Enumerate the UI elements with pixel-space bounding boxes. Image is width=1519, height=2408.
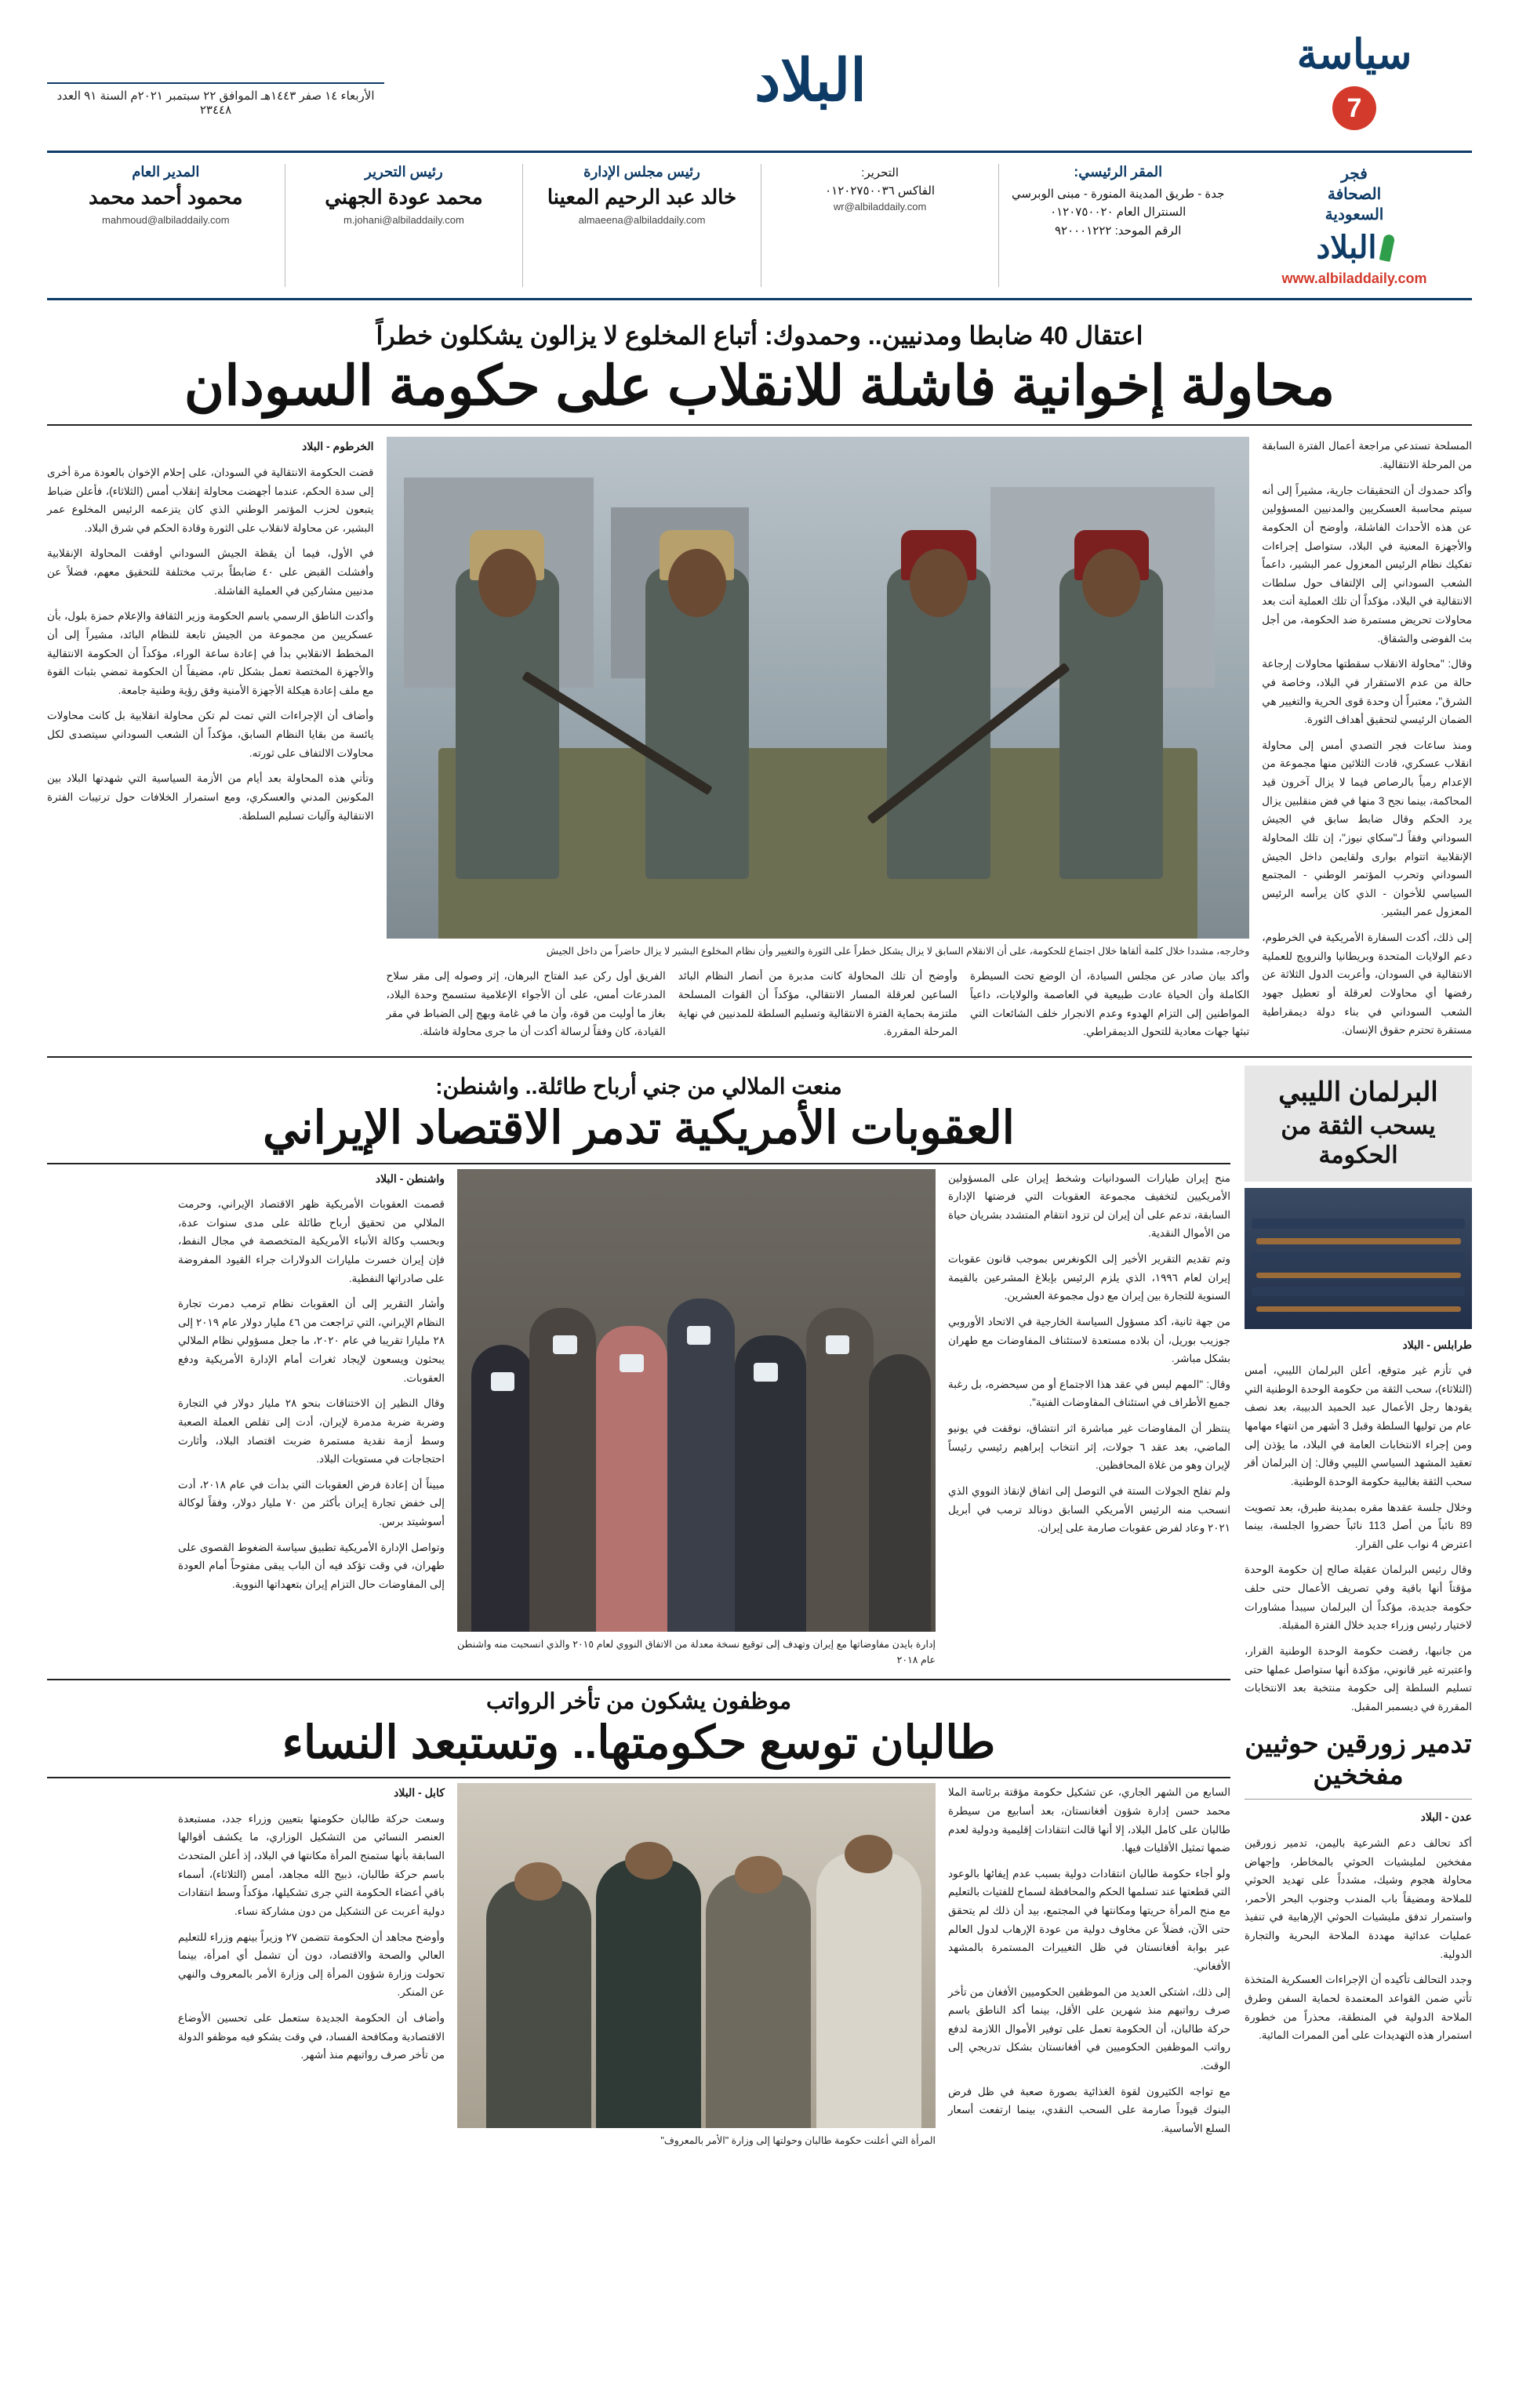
brand-logo-text: البلاد (1316, 231, 1377, 265)
iran-kicker: منعت الملالي من جني أرباح طائلة.. واشنطن: (435, 1073, 842, 1099)
paragraph: وتواصل الإدارة الأمريكية تطبيق سياسة الضغوط القصوى على طهران، في وقت تؤكد فيه أن الباب يبقى مفتوحاً أمام العودة إلى المفاوضات حال التزام إيران بتعهداتها النووية. (178, 1541, 445, 1590)
iran-col-mid (948, 1169, 1230, 1668)
houthi-title: تدمير زورقين حوثيين مفخخين (1245, 1729, 1472, 1791)
paragraph: وأضاف أن الإجراءات التي تمت لم تكن محاولة انقلابية بل كانت محاولات يائسة من بقايا النظام السابق، مؤكداً أن الشعب السوداني سيتصدى لكل محاولات الالتفاف على ثورته. (47, 710, 374, 759)
paragraph: قضت الحكومة الانتقالية في السودان، على إحلام الإخوان بالعودة مرة أخرى إلى سدة الحكم، عندما أجهضت محاولة إنقلاب أمس (الثلاثاء)، فأعلن ضباط يتبعون لحزب المؤتمر الوطني الذي كان يتزعمه الرئيس المخلوع عمر البشير، عن محاولة لانقلاب على الثورة وقادة الحكم في شرق البلاد. (47, 466, 374, 534)
iran-headline: العقوبات الأمريكية تدمر الاقتصاد الإيراني (263, 1102, 1015, 1153)
brand-sub-1: فجر (1341, 165, 1368, 183)
paragraph: وأكد بيان صادر عن مجلس السيادة، أن الوضع تحت السيطرة الكاملة وأن الحياة عادت طبيعية في العاصمة والولايات، داعياً المواطنين إلى التزام الهدوء وعدم الانجرار خلف الشائعات التي تبثها جهات معادية للتحول الديمقراطي. (970, 970, 1250, 1038)
paragraph: وسعت حركة طالبان حكومتها بتعيين وزراء جدد، مستبعدة العنصر النسائي من التشكيل الوزاري، ما يكشف أقوالها السابقة بأنها ستمنح المرأة مكانتها في البلاد، إذ أعلن المتحدث باسم حركة طالبان، ذبيح الله مجاهد، أمس (الثلاثاء)، أسماء باقي أعضاء الحكومة التي جرى تشكيلها، مؤكداً وسط انتقادات دولية أعربت عن التشكيل من دون مشاركة نساء. (178, 1812, 445, 1917)
brand-sub-3: السعودية (1325, 206, 1384, 223)
newspaper-logo (384, 48, 1237, 113)
lead-photo (387, 437, 1250, 939)
leaf-icon (1379, 234, 1395, 262)
paragraph: وأكد حمدوك أن التحقيقات جارية، مشيراً إلى أنه سيتم محاسبة العسكريين والمدنيين المسؤولين عن هذه الأحداث الفاشلة، وأوضح أن الحكومة والأجهزة المعنية في البلاد، ستواصل إجراءات تفكيك نظام الرئيس المعزول عمر البشير، داعماً الشعب السوداني إلى الإلتفاف حول سلطات الانتقالية في البلاد، مؤكداً أن تلك العملية أتت بعد محاولات تحريض مستمرة ضد الحكومة، من أجل بث الفوضى والشقاق. (1262, 484, 1472, 645)
paragraph: من جهة ثانية، أكد مسؤول السياسة الخارجية في الاتحاد الأوروبي جوزيب بوريل، أن بلاده مستعدة لاستئناف المفاوضات مع طهران بشكل مباشر. (948, 1315, 1230, 1365)
page-number-badge: 7 (1332, 86, 1376, 130)
taliban-dateline: كابل - البلاد (394, 1786, 445, 1800)
taliban-kicker: موظفون يشكون من تأخر الرواتب (485, 1688, 792, 1713)
taliban-headline: طالبان توسع حكومتها.. وتستبعد النساء (282, 1716, 996, 1768)
staff-cell-chairman (522, 164, 761, 287)
lead-col-right (47, 437, 374, 1048)
paragraph: المسلحة تستدعي مراجعة أعمال الفترة السابقة من المرحلة الانتقالية. (1262, 440, 1472, 471)
iran-photo (457, 1169, 936, 1632)
photo-figure (887, 568, 990, 879)
houthi-dateline: عدن - البلاد (1420, 1811, 1472, 1824)
paragraph: إلى ذلك، أكدت السفارة الأمريكية في الخرطوم، دعم الولايات المتحدة وبريطانيا والنرويج للعملية الانتقالية في السودان، وأعربت الدول الثلاثة عن رفضها أي محاولات لعرقلة أو تعطيل جهود الشعب السوداني في بناء دولة ديمقراطية مستقرة تحترم حقوق الإنسان. (1262, 932, 1472, 1037)
iran-photo-caption: إدارة بايدن مفاوضاتها مع إيران وتهدف إلى توقيع نسخة معدلة من الاتفاق النووي لعام ٢٠١٥ والذي انسحبت منه واشنطن عام ٢٠١٨ (457, 1638, 936, 1665)
iran-photo-block (457, 1169, 936, 1668)
website-url[interactable]: www.albiladdaily.com (1281, 271, 1427, 286)
director-name: محمود أحمد محمد (89, 185, 243, 209)
divider (47, 1679, 1230, 1680)
paragraph: مع تواجه الكثيرون لقوة الغذائية بصورة صعبة في ظل فرض البنوك قيوداً صارمة على السحب النقدي، بينما ارتفعت أسعار السلع الأساسية. (948, 2085, 1230, 2134)
divider (47, 424, 1472, 426)
right-stories (47, 1066, 1230, 2148)
taliban-body (47, 1783, 1230, 2148)
date-line-text: الأربعاء ١٤ صفر ١٤٤٣هـ الموافق ٢٢ سبتمبر ٢٠٢١م السنة ٩١ العدد ٢٣٤٤٨ (47, 82, 384, 117)
paragraph: مبيناً أن إعادة فرض العقوبات التي بدأت في عام ٢٠١٨، أدت إلى خفض تجارة إيران بأكثر من ٧٠ مليار دولار، وفقاً لوكالة أسوشيتد برس. (178, 1478, 445, 1528)
lead-story-body (47, 437, 1472, 1048)
libya-title-2: يسحب الثقة من الحكومة (1281, 1113, 1436, 1169)
taliban-col-mid (948, 1783, 1230, 2148)
paragraph: وقال: "محاولة الانقلاب سقطتها محاولات إرجاعة حالة من عدم الاستقرار في البلاد، وخاصة في الشرق"، معتبراً أن وحدة قوى الحرية والتغيير هي الضمان الرئيسي لتحقيق أهداف الثورة. (1262, 658, 1472, 726)
taliban-photo-block (457, 1783, 936, 2148)
paragraph: في الأول، فيما أن يقظة الجيش السوداني أوقفت المحاولة الإنقلابية وأفشلت القبض على ٤٠ ضابطاً برتب مختلفة للتحقيق معهم، فضلاً عن مدنيين مشاركين في العملية الفاشلة. (47, 547, 374, 597)
staff-info-bar (47, 151, 1472, 300)
iran-body (47, 1169, 1230, 1668)
paragraph: إلى ذلك، اشتكى العديد من الموظفين الحكوميين الأفغان من تأخر صرف رواتبهم منذ شهرين على الأقل، بينما أكد الناطق باسم حركة طالبان، أن الحكومة تعمل على توفير الأموال اللازمة لدفع رواتب الموظفين الحكوميين في أفغانستان بشكل تدريجي إلى الوقت. (948, 1985, 1230, 2072)
brand-sub-2: الصحافة (1327, 186, 1382, 203)
taliban-photo (457, 1783, 936, 2128)
hq-unified: الرقم الموحد: ٩٢٠٠٠١٢٢٢ (1054, 223, 1182, 238)
paragraph: وتأتي هذه المحاولة بعد أيام من الأزمة السياسية التي شهدتها البلاد بين المكونين المدني والعسكري، ومع استمرار الخلافات حول ترتيبات الفترة الانتقالية وآليات تسليم السلطة. (47, 772, 374, 822)
section-indicator (1237, 31, 1472, 130)
chairman-role: رئيس مجلس الإدارة (583, 164, 700, 180)
editorial-fax: الفاكس ٠١٢٠٢٧٥٠٠٣٦ (825, 184, 936, 198)
paragraph: وقال النظير إن الاختناقات بنحو ٢٨ مليار دولار في التجارة وضربة ضربة مدمرة لإيران، أدت إلى تقلص العملة الصعبة وسط أزمة نقدية مستمرة ضربت اقتصاد البلاد، وأثارت احتجاجات في مستويات البلاد. (178, 1397, 445, 1466)
paragraph: ولم تفلح الجولات الستة في التوصل إلى اتفاق لإنقاذ النووي الذي انسحب منه الرئيس الأمريكي السابق دونالد ترمب في أبريل ٢٠٢١ وعاد لفرض عقوبات صارمة على إيران. (948, 1484, 1230, 1535)
paragraph: وأشار التقرير إلى أن العقوبات نظام ترمب دمرت تجارة النظام الإيراني، التي تراجعت من ٤٦ مليار دولار عام ٢٠١٩ إلى ٢٨ مليارا تقريبا في عام ٢٠٢٠، ما جعل مسؤولي نظام الملالي يبحثون ويسعون لإيجاد ثغرات أمام الإدارة الأمريكية ودفع العقوبات. (178, 1298, 445, 1384)
libya-dateline: طرابلس - البلاد (1402, 1338, 1472, 1351)
paragraph: منح إيران طيارات السودانيات وشخط إيران على المسؤولين الأمريكيين لتخفيف مجموعة العقوبات التي فرضتها الإدارة السابقة، تدعم على أن إيران لن تزود انتقام المتشدد بشريان حياة من الأموال النقدية. (948, 1171, 1230, 1240)
iran-col-right (178, 1169, 445, 1668)
libya-title-1: البرلمان الليبي (1278, 1077, 1438, 1107)
paragraph: وأضاف أن الحكومة الجديدة ستعمل على تحسين الأوضاع الاقتصادية ومكافحة الفساد، في وقت يشكو فيه موظفو الدولة من تأخر صرف رواتبهم منذ أشهر. (178, 2012, 445, 2061)
chairman-name: خالد عبد الرحيم المعينا (547, 185, 737, 209)
lead-col-under-1 (970, 967, 1249, 1048)
libya-photo (1245, 1188, 1472, 1329)
paragraph: السابع من الشهر الجاري، عن تشكيل حكومة مؤقتة برئاسة الملا محمد حسن إدارة شؤون أفغانستان، بعد أسابيع من سيطرة طالبان على كامل البلاد، إلا أنها قالت انتقادات إقليمية ودولية لعدم ضمها تمثيل الأقليات فيها. (948, 1786, 1230, 1854)
sidebar-boxes (1245, 1066, 1472, 2148)
photo-figure (456, 568, 559, 879)
taliban-col-right (178, 1783, 445, 2148)
lead-col-left (1262, 437, 1472, 1048)
hq-central: السنترال العام ٠١٢٠٧٥٠٠٢٠ (1050, 205, 1186, 220)
lead-photo-caption: وخارجه، مشددا خلال كلمة ألقاها خلال اجتماع للحكومة، على أن الانقلام السابق لا يزال يشكل خطراً على الثورة والتغيير وأن نظام المخلوع البشير لا يزال حاضراً من داخل الجيش (546, 946, 1250, 957)
hq-title: المقر الرئيسي: (1074, 164, 1163, 180)
paragraph: وأكدت الناطق الرسمي باسم الحكومة وزير الثقافة والإعلام حمزة بلول، بأن عسكريين من مجموعة من الجيش تابعة للنظام البائد، مشيراً إلى أن المخطط الانقلابي بدأ في إعادة ساعة الوراء، مؤكداً أن الحكومة الانتقالية والأجهزة المختصة تعمل بشكل تام، مضيفاً أن الحكومة تمضي بثبات القوة مع ملف إعادة هيكلة الأجهزة الأمنية وفق رؤية وطنية جامعة. (47, 610, 374, 696)
lead-kicker: اعتقال 40 ضابطا ومدنيين.. وحمدوك: أتباع المخلوع لا يزالون يشكلون خطراً (376, 321, 1143, 350)
paragraph: أكد تحالف دعم الشرعية باليمن، تدمير زورقين مفخخين لمليشيات الحوثي بالمخاطر، وإجهاض محاولة هجوم وشيك، مشدداً على تهديد الحوثي للملاحة ومضيقاً باب المندب وجنوب البحر الأحمر، واستمرار تدفق مليشيات الحوثي الإرهابية في تنفيذ عمليات عدائية مهددة الملاحة البحرية والتجارة الدولية. (1245, 1836, 1472, 1960)
lead-col-under-3 (387, 967, 666, 1048)
taliban-photo-caption: المرأة التي أعلنت حكومة طالبان وحولتها إلى وزارة "الأمر بالمعروف" (660, 2135, 936, 2147)
iran-dateline: واشنطن - البلاد (375, 1171, 445, 1185)
paragraph: قصمت العقوبات الأمريكية ظهر الاقتصاد الإيراني، وحرمت الملالي من تحقيق أرباح طائلة على مدى سنوات عدة، وبحسب وكالة الأنباء الأمريكية المتخصصة في مجال النفط، فإن إيران خسرت مليارات الدولارات جراء القيود المفروضة على صادراتها النفطية. (178, 1198, 445, 1284)
libya-body (1245, 1335, 1472, 1716)
divider (47, 1056, 1472, 1058)
second-band (47, 1066, 1472, 2148)
section-label: سياسة (1296, 32, 1412, 78)
lead-photo-block (387, 437, 1250, 1048)
paragraph: ينتظر أن المفاوضات غير مباشرة اثر انتشاق، نوقفت في يونيو الماضي، بعد عقد ٦ جولات، إثر انتخاب إبراهيم رئيسي رئيساً لإيران وهو من غلاة المحافظين. (948, 1422, 1231, 1472)
paragraph: وتم تقديم التقرير الأخير إلى الكونغرس بموجب قانون عقوبات إيران لعام ١٩٩٦، الذي يلزم الرئيس بإبلاغ المشرعين بالقيمة السنوية للتجارة بين إيران مع دول مجموعة العشرين. (948, 1253, 1230, 1302)
paragraph: وأوضح مجاهد أن الحكومة تتضمن ٢٧ وزيراً بينهم وزراء للتعليم العالي والصحة والاقتصاد، دون أن تشمل أي امرأة، بينما تحولت وزارة شؤون المرأة إلى وزارة الأمر بالمعروف والنهي عن المنكر. (178, 1930, 445, 1999)
photo-figure (1059, 568, 1163, 879)
lead-dateline: الخرطوم - البلاد (302, 440, 374, 453)
masthead (0, 0, 1519, 138)
director-email[interactable]: mahmoud@albiladdaily.com (102, 214, 230, 226)
paragraph: من جانبها، رفضت حكومة الوحدة الوطنية القرار، واعتبرته غير قانوني، مؤكدة أنها ستواصل عملها حتى تسليم السلطة إلى حكومة منتخبة بعد الانتخابات المقررة في ديسمبر المقبل. (1245, 1644, 1472, 1712)
editor-role: رئيس التحرير (365, 164, 443, 180)
paragraph: وقال: "المهم ليس في عقد هذا الاجتماع أو من سيحضره، بل رغبة جميع الأطراف في استئناف المفاوضات الفنية". (948, 1378, 1230, 1409)
hq-contact-cell (998, 164, 1237, 287)
editor-name: محمد عودة الجهني (325, 185, 483, 209)
divider (47, 1777, 1230, 1778)
brand-block (1237, 164, 1472, 287)
paragraph: وقال رئيس البرلمان عقيلة صالح إن حكومة الوحدة مؤقتاً أنها باقية وفي تصريف الأعمال حتى حلف حكومة جديدة، مؤكداً أن البرلمان سيبدأ مشاورات لاختيار رئيس وزراء جديد خلال الفترة المقبلة. (1245, 1564, 1472, 1632)
paragraph: الفريق أول ركن عبد الفتاح البرهان، إثر وصوله إلى مقر سلاح المدرعات أمس، على أن الأجواء الإعلامية ستسمح وحدة البلاد، بغاز ما أوليت من قوة، وأن ما في غامة وبهج إلى الضباط في مقر القيادة، كان وفقاً لرسالة أكدت أن ما جرى محاولة فاشلة. (386, 970, 666, 1038)
lead-col-under-2 (678, 967, 958, 1048)
hq-address: جدة - طريق المدينة المنورة - مبنى الوبرسي (1011, 187, 1225, 201)
editorial-title: التحرير: (861, 166, 899, 180)
photo-figure (645, 568, 749, 879)
staff-cell-editor-in-chief (285, 164, 523, 287)
logo-text: البلاد (754, 48, 867, 113)
paragraph: في تأزم غير متوقع، أعلن البرلمان الليبي، أمس (الثلاثاء)، سحب الثقة من حكومة الوحدة الوطنية التي يقودها رجل الأعمال عبد الحميد الدبيبة، بعد نصف عام من توليها السلطة وقبل 3 أشهر من انتهاء مهامها ومن إجراء الانتخابات العامة في البلاد، ما يؤذن إلى تعقيد المشهد السياسي الليبي وقال: إن البرلمان أقر سحب الثقة بغالبية حكومة الوحدة الوطنية. (1245, 1364, 1472, 1487)
editorial-contact-cell (761, 164, 999, 287)
chairman-email[interactable]: almaeena@albiladdaily.com (578, 214, 706, 226)
divider (47, 1163, 1230, 1164)
paragraph: ولو أجاء حكومة طالبان انتقادات دولية بسبب عدم إيفائها بالوعود التي قطعتها عند تسلمها الحكم والمحافظة لسماح للفتيات بالتعليم مع منح المرأة حريتها ومكانتها في المجتمع، بيد أن ذلك لم يتحقق حتى الآن، فضلاً عن مخاوف دولية من عودة الإرهاب لدول العالم عبر بوابة أفغانستان في ظل التغييرات المستمرة بالمشهد الأفغاني. (948, 1867, 1230, 1972)
paragraph: وأوضح أن تلك المحاولة كانت مدبرة من أنصار النظام البائد الساعين لعرقلة المسار الانتقالي، مؤكداً أن القوات المسلحة ملتزمة بحماية الفترة الانتقالية وتسليم السلطة للمدنيين في نهاية المرحلة المقررة. (678, 970, 958, 1038)
issue-date (47, 45, 384, 117)
paragraph: وجدد التحالف تأكيده أن الإجراءات العسكرية المتخذة تأتي ضمن القواعد المعتمدة لحماية السفن وطرق الملاحة الدولية في المنطقة، محذراً من خطورة استمرار هذه التهديدات على أمن الممرات المائية. (1245, 1974, 1472, 2042)
staff-cell-director (47, 164, 285, 287)
paragraph: ومنذ ساعات فجر التصدي أمس إلى محاولة انقلاب عسكري، قادت الثلاثين منها مجموعة من الإعدام رمياً بالرصاص فيما لا يزال آخرون قيد المحاكمة، بينما نجح 3 منها في فض منقلبين يزال يرد الحكم وقال ضابط سابق في الجيش السوداني وفقاً لـ"سكاي نيوز"، إن تلك المحاولة الإنقلابية اتتوام بوارى ولقايمن داخل الجيش السوداني وتحرب المؤتمر الوطني - المجتمع السياسي للأخوان - الذي كان يرأسه الرئيس المعزول عمر البشير. (1262, 739, 1472, 918)
paragraph: وخلال جلسة عقدها مقره بمدينة طبرق، بعد تصويت 89 نائباً من أصل 113 نائباً حضروا الجلسة، بينما اعترض 4 نواب على القرار. (1245, 1501, 1472, 1550)
director-role: المدير العام (132, 164, 200, 180)
editorial-email[interactable]: wr@albiladdaily.com (833, 200, 927, 212)
houthi-body (1245, 1807, 1472, 2044)
lead-headline: محاولة إخوانية فاشلة للانقلاب على حكومة السودان (184, 355, 1335, 416)
libya-box-header (1245, 1066, 1472, 1182)
editor-email[interactable]: m.johani@albiladdaily.com (343, 214, 464, 226)
